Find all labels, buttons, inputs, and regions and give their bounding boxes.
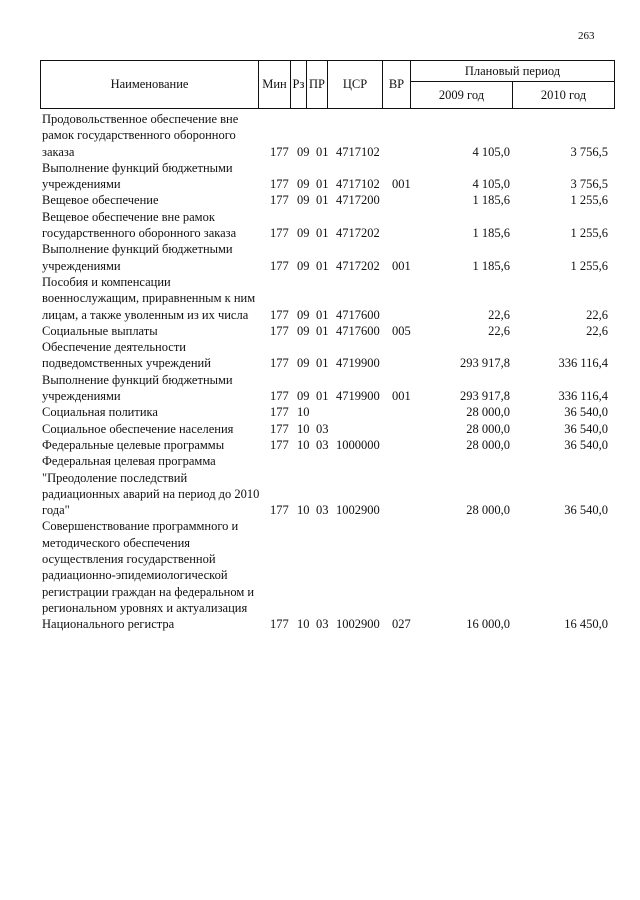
cell-name: Выполнение функций бюджетными учреждениями — [42, 160, 233, 192]
cell-c2010: 36 540,0 — [564, 405, 608, 420]
cell-vr — [390, 421, 419, 437]
cell-rz: 09 — [297, 226, 310, 241]
cell-vr — [390, 192, 419, 208]
cell-pr: 01 — [316, 389, 329, 404]
cell-rz: 10 — [297, 617, 310, 632]
cell-vr: 001 — [392, 389, 411, 404]
table-row — [40, 518, 614, 632]
cell-rz: 09 — [297, 258, 310, 273]
cell-vr: 005 — [392, 323, 411, 338]
cell-csr: 1002900 — [336, 503, 380, 518]
cell-min: 177 — [270, 258, 289, 273]
cell-c2009: 22,6 — [488, 323, 510, 338]
cell-c2010: 3 756,5 — [570, 177, 608, 192]
cell-vr — [390, 437, 419, 453]
table-row — [40, 241, 614, 274]
cell-pr: 03 — [316, 437, 329, 452]
cell-csr — [334, 404, 390, 420]
cell-vr: 001 — [392, 177, 411, 192]
cell-c2009: 293 917,8 — [460, 389, 510, 404]
cell-name: Вещевое обеспечение — [42, 193, 159, 208]
cell-min: 177 — [270, 323, 289, 338]
cell-pr: 01 — [316, 177, 329, 192]
cell-min: 177 — [270, 617, 289, 632]
cell-c2009: 4 105,0 — [472, 177, 510, 192]
cell-c2010: 336 116,4 — [558, 356, 608, 371]
cell-csr: 1002900 — [336, 617, 380, 632]
cell-pr: 03 — [316, 617, 329, 632]
cell-vr — [390, 274, 419, 323]
cell-rz: 10 — [297, 421, 310, 436]
header-2010: 2010 год — [513, 82, 615, 109]
cell-c2010: 36 540,0 — [564, 437, 608, 452]
cell-min: 177 — [270, 503, 289, 518]
cell-name: Социальные выплаты — [42, 323, 158, 338]
header-rz: Рз — [291, 61, 307, 109]
header-csr: ЦСР — [328, 61, 383, 109]
cell-c2010: 1 255,6 — [570, 193, 608, 208]
cell-rz: 09 — [297, 389, 310, 404]
header-min: Мин — [259, 61, 291, 109]
cell-min: 177 — [270, 144, 289, 159]
cell-c2009: 28 000,0 — [466, 437, 510, 452]
cell-rz: 10 — [297, 437, 310, 452]
cell-name: Социальное обеспечение населения — [42, 421, 234, 436]
cell-csr: 4717200 — [336, 193, 380, 208]
table-row — [40, 437, 614, 453]
cell-vr — [390, 339, 419, 372]
cell-name: Федеральные целевые программы — [42, 437, 225, 452]
cell-min: 177 — [270, 405, 289, 420]
cell-pr: 01 — [316, 226, 329, 241]
cell-rz: 09 — [297, 356, 310, 371]
cell-c2009: 1 185,6 — [472, 226, 510, 241]
cell-vr: 027 — [392, 617, 411, 632]
cell-pr: 01 — [316, 258, 329, 273]
cell-min: 177 — [270, 356, 289, 371]
table-row — [40, 404, 614, 420]
cell-c2009: 28 000,0 — [466, 503, 510, 518]
cell-pr: 03 — [316, 421, 329, 436]
cell-c2009: 4 105,0 — [472, 144, 510, 159]
cell-c2009: 22,6 — [488, 307, 510, 322]
cell-name: Обеспечение деятельности подведомственных учреждений — [42, 340, 211, 371]
cell-rz: 09 — [297, 193, 310, 208]
cell-csr: 4719900 — [336, 389, 380, 404]
cell-min: 177 — [270, 437, 289, 452]
cell-c2010: 22,6 — [586, 307, 608, 322]
cell-vr — [390, 404, 419, 420]
table-row — [40, 192, 614, 208]
cell-min: 177 — [270, 193, 289, 208]
cell-c2009: 1 185,6 — [472, 258, 510, 273]
budget-table — [40, 111, 614, 633]
cell-c2010: 16 450,0 — [564, 617, 608, 632]
cell-csr: 4717102 — [336, 177, 380, 192]
cell-vr — [390, 209, 419, 242]
cell-min: 177 — [270, 177, 289, 192]
cell-name: Социальная политика — [42, 405, 158, 420]
cell-name: Вещевое обеспечение вне рамок государственного оборонного заказа — [42, 209, 237, 241]
cell-min: 177 — [270, 307, 289, 322]
cell-c2009: 16 000,0 — [466, 617, 510, 632]
cell-csr: 4717600 — [336, 307, 380, 322]
cell-c2009: 1 185,6 — [472, 193, 510, 208]
cell-vr — [390, 453, 419, 518]
table-row — [40, 323, 614, 339]
table-header — [40, 60, 615, 109]
cell-pr: 01 — [316, 356, 329, 371]
cell-csr: 4717202 — [336, 258, 380, 273]
cell-vr — [390, 111, 419, 160]
cell-pr: 01 — [316, 323, 329, 338]
page-number: 263 — [578, 30, 595, 42]
cell-c2010: 3 756,5 — [570, 144, 608, 159]
cell-c2010: 336 116,4 — [558, 389, 608, 404]
cell-rz: 10 — [297, 405, 310, 420]
cell-c2009: 293 917,8 — [460, 356, 510, 371]
cell-c2010: 1 255,6 — [570, 226, 608, 241]
cell-csr: 4719900 — [336, 356, 380, 371]
cell-csr: 4717600 — [336, 323, 380, 338]
header-name: Наименование — [41, 61, 259, 109]
table-row — [40, 453, 614, 518]
cell-csr: 4717202 — [336, 226, 380, 241]
cell-rz: 09 — [297, 144, 310, 159]
header-pr: ПР — [307, 61, 328, 109]
cell-min: 177 — [270, 226, 289, 241]
table-row — [40, 339, 614, 372]
cell-name: Пособия и компенсации военнослужащим, приравненным к ним лицам, а также уволенным из их числа — [42, 274, 256, 322]
table-row — [40, 209, 614, 242]
cell-min: 177 — [270, 389, 289, 404]
header-2009: 2009 год — [411, 82, 513, 109]
cell-c2010: 22,6 — [586, 323, 608, 338]
cell-pr: 01 — [316, 193, 329, 208]
cell-c2010: 36 540,0 — [564, 421, 608, 436]
cell-name: Совершенствование программного и методического обеспечения осуществления государственной радиационно-эпидемиологической регистрации граждан на федеральном и региональном уровнях и актуализация Национального регистра — [42, 519, 255, 632]
cell-rz: 09 — [297, 177, 310, 192]
header-vr: ВР — [383, 61, 411, 109]
cell-csr: 4717102 — [336, 144, 380, 159]
cell-vr: 001 — [392, 258, 411, 273]
cell-csr: 1000000 — [336, 437, 380, 452]
cell-csr — [334, 421, 390, 437]
cell-c2010: 1 255,6 — [570, 258, 608, 273]
cell-pr — [314, 404, 334, 420]
cell-pr: 01 — [316, 307, 329, 322]
table-row — [40, 421, 614, 437]
cell-rz: 09 — [297, 307, 310, 322]
table-row — [40, 372, 614, 405]
cell-name: Выполнение функций бюджетными учреждениями — [42, 242, 233, 273]
cell-name: Федеральная целевая программа "Преодоление последствий радиационных аварий на период до 2010 года" — [42, 454, 260, 518]
cell-c2009: 28 000,0 — [466, 421, 510, 436]
cell-name: Выполнение функций бюджетными учреждениями — [42, 372, 233, 404]
cell-pr: 01 — [316, 144, 329, 159]
header-plan-period: Плановый период — [411, 61, 615, 82]
cell-c2009: 28 000,0 — [466, 405, 510, 420]
cell-c2010: 36 540,0 — [564, 503, 608, 518]
cell-rz: 09 — [297, 323, 310, 338]
table-row — [40, 274, 614, 323]
cell-name: Продовольственное обеспечение вне рамок государственного оборонного заказа — [42, 112, 239, 159]
table-row — [40, 160, 614, 193]
table-row — [40, 111, 614, 160]
cell-pr: 03 — [316, 503, 329, 518]
cell-rz: 10 — [297, 503, 310, 518]
cell-min: 177 — [270, 421, 289, 436]
